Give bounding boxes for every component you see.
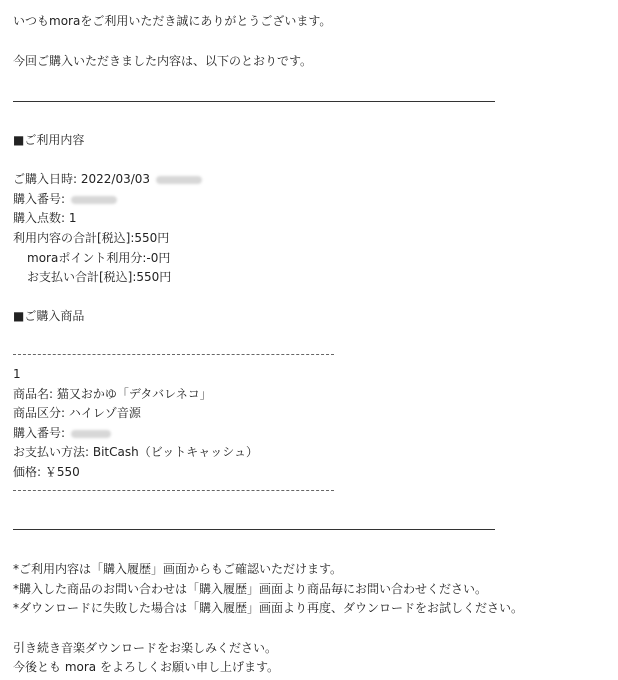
separator-line: [13, 101, 495, 102]
purchase-number-row: [13, 192, 117, 206]
item-payment-method: お支払い方法: BitCash（ビットキャッシュ）: [13, 445, 259, 459]
redacted-item-number: [71, 430, 111, 438]
separator-line: [13, 529, 495, 530]
purchase-number-label: 購入番号:: [13, 192, 66, 206]
item-purchase-number-label: 購入番号:: [13, 426, 66, 440]
usage-section-header: ■ご利用内容: [13, 133, 85, 147]
redacted-time: [156, 176, 202, 184]
item-count: 購入点数: 1: [13, 211, 77, 225]
items-section-header: ■ご購入商品: [13, 309, 85, 323]
usage-total: 利用内容の合計[税込]:550円: [13, 231, 170, 245]
dashed-separator: [13, 490, 334, 491]
note-3: *ダウンロードに失敗した場合は「購入履歴」画面より再度、ダウンロードをお試しください。: [13, 601, 524, 615]
redacted-purchase-number: [71, 196, 117, 204]
intro-text: 今回ご購入いただきました内容は、以下のとおりです。: [13, 54, 313, 68]
closing-line-2: 今後とも mora をよろしくお願い申し上げます。: [13, 660, 279, 674]
note-2: *購入した商品のお問い合わせは「購入履歴」画面より商品毎にお問い合わせください。: [13, 582, 488, 596]
item-purchase-number-row: [13, 426, 111, 440]
item-category: 商品区分: ハイレゾ音源: [13, 406, 141, 420]
purchase-datetime: ご購入日時: 2022/03/03: [13, 172, 151, 186]
points-used: moraポイント利用分:-0円: [27, 251, 171, 265]
payment-total: お支払い合計[税込]:550円: [27, 270, 172, 284]
greeting: いつもmoraをご利用いただき誠にありがとうございます。: [13, 14, 332, 28]
item-name: 商品名: 猫又おかゆ「デタバレネコ」: [13, 387, 212, 401]
note-1: *ご利用内容は「購入履歴」画面からもご確認いただけます。: [13, 562, 343, 576]
item-index: 1: [13, 367, 21, 381]
item-price: 価格: ￥550: [13, 465, 80, 479]
closing-line-1: 引き続き音楽ダウンロードをお楽しみください。: [13, 641, 278, 655]
purchase-datetime-row: [13, 172, 202, 186]
dashed-separator: [13, 354, 334, 355]
